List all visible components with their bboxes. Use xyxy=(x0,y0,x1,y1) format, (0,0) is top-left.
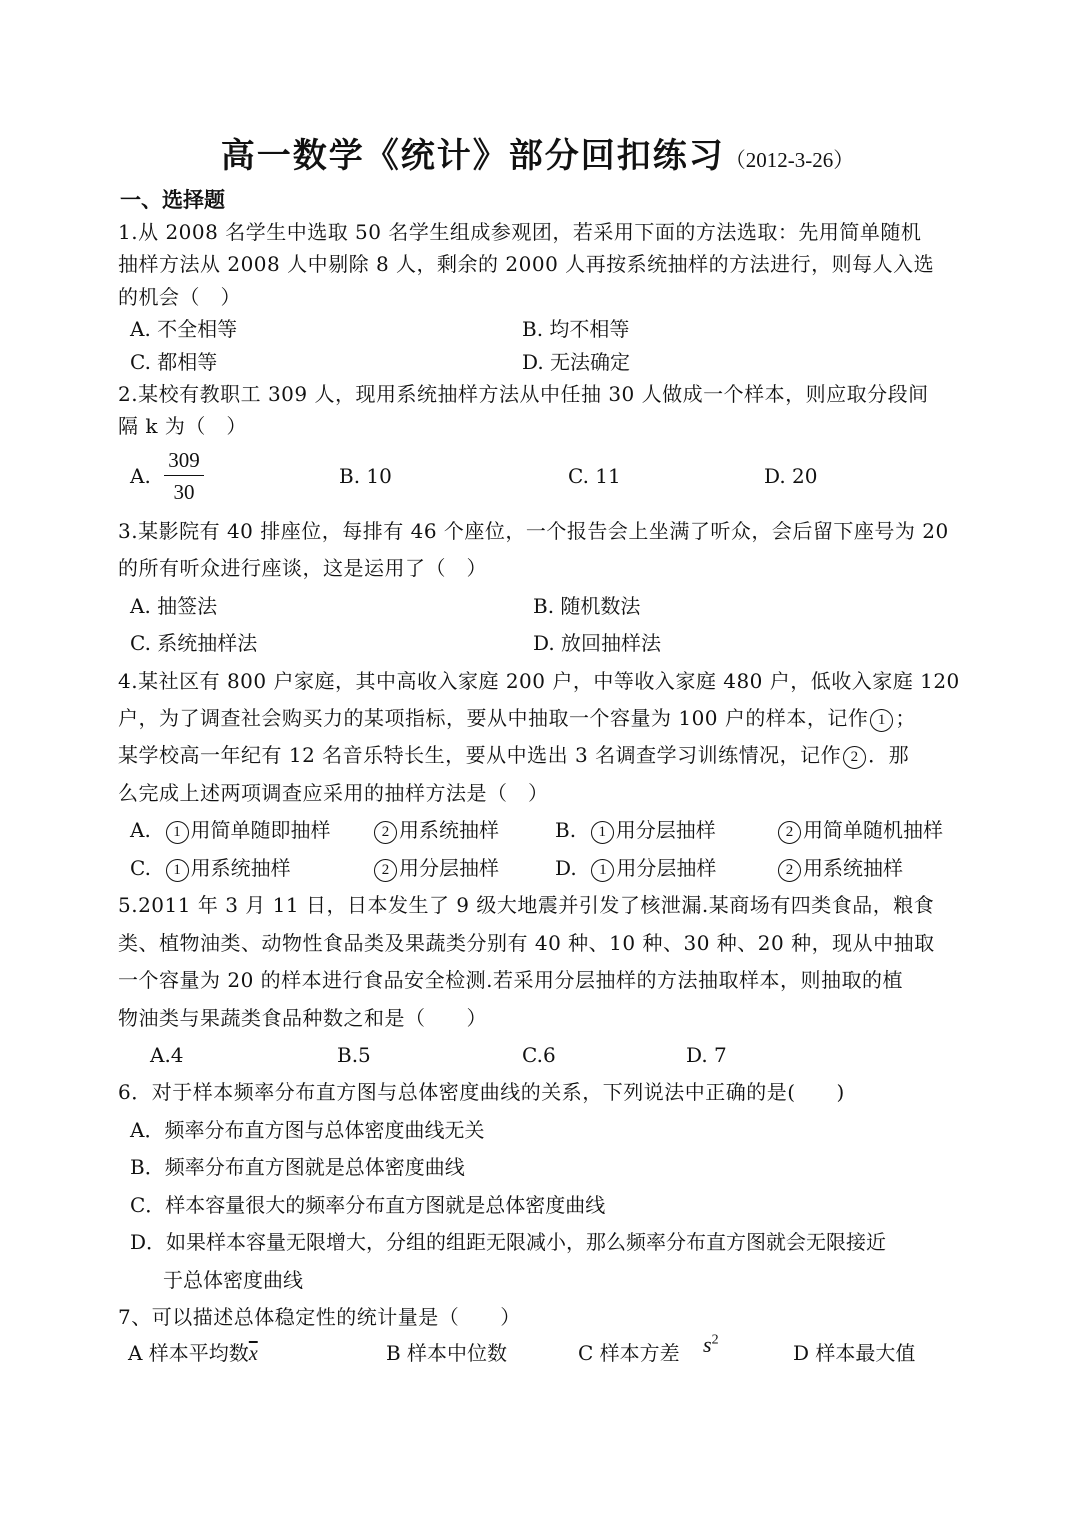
q4-line-3-text: 某学校高一年纪有 12 名音乐特长生，要从中选出 3 名调查学习训练情况，记作 xyxy=(118,743,842,767)
q4-option-d xyxy=(555,855,716,882)
q1-option-b: B. 均不相等 xyxy=(522,317,630,341)
q4-text-line-3 xyxy=(118,742,909,769)
circled-one-icon: 1 xyxy=(870,709,893,732)
q3-option-c: C. 系统抽样法 xyxy=(130,631,258,655)
option-part-2: 用分层抽样 xyxy=(399,856,499,880)
q5-option-a: A.4 xyxy=(150,1043,184,1067)
title-main: 高一数学《统计》部分回扣练习 xyxy=(220,136,725,176)
q6-option-a: A．频率分布直方图与总体密度曲线无关 xyxy=(130,1118,485,1142)
variance-base: s xyxy=(703,1332,712,1357)
q5-option-d: D. 7 xyxy=(686,1043,727,1067)
circled-one-icon: 1 xyxy=(166,821,189,844)
q6-option-b: B．频率分布直方图就是总体密度曲线 xyxy=(130,1155,465,1179)
q2-option-c: C. 11 xyxy=(568,464,621,488)
circled-two-icon: 2 xyxy=(374,859,397,882)
circled-one-icon: 1 xyxy=(591,859,614,882)
variance-symbol xyxy=(703,1332,719,1358)
fraction-numerator: 309 xyxy=(164,448,204,476)
q3-option-b: B. 随机数法 xyxy=(533,594,641,618)
q4-option-a-part-2 xyxy=(372,817,499,844)
q1-option-c: C. 都相等 xyxy=(130,350,218,374)
circled-two-icon: 2 xyxy=(778,821,801,844)
q2-option-a-label: A. xyxy=(130,464,151,488)
circled-two-icon: 2 xyxy=(778,859,801,882)
q4-option-d-part-2 xyxy=(776,855,903,882)
q5-option-b: B.5 xyxy=(337,1043,371,1067)
option-part-1: 用分层抽样 xyxy=(616,856,717,880)
q2-option-d: D. 20 xyxy=(764,464,818,488)
q1-text-line-3: 的机会（ ） xyxy=(118,285,241,309)
q7-text-line-1: 7、可以描述总体稳定性的统计量是（ ） xyxy=(118,1305,521,1329)
q7-option-d: D 样本最大值 xyxy=(793,1341,916,1365)
q7-option-c: C 样本方差 xyxy=(578,1341,680,1365)
section-heading: 一、选择题 xyxy=(120,188,225,212)
q6-option-c: C．样本容量很大的频率分布直方图就是总体密度曲线 xyxy=(130,1193,606,1217)
q5-text-line-1: 5.2011 年 3 月 11 日，日本发生了 9 级大地震并引发了核泄漏.某商场有四类食品，粮食 xyxy=(118,893,935,917)
q6-option-d-line-1: D．如果样本容量无限增大，分组的组距无限减小，那么频率分布直方图就会无限接近 xyxy=(130,1230,887,1254)
q7-option-a xyxy=(128,1340,258,1367)
q3-text-line-1: 3.某影院有 40 排座位，每排有 46 个座位，一个报告会上坐满了听众，会后留下座号为 20 xyxy=(118,519,949,543)
q4-option-a xyxy=(130,817,331,844)
circled-two-icon: 2 xyxy=(843,746,866,769)
option-label: C. xyxy=(130,856,151,880)
q4-option-c-part-2 xyxy=(372,855,499,882)
q1-option-d: D. 无法确定 xyxy=(522,350,631,374)
option-label: A. xyxy=(130,818,151,842)
q2-text-line-2: 隔 k 为（ ） xyxy=(118,414,247,438)
q5-text-line-3: 一个容量为 20 的样本进行食品安全检测.若采用分层抽样的方法抽取样本，则抽取的植 xyxy=(118,968,904,992)
q4-option-b-part-2 xyxy=(776,817,943,844)
variance-exponent: 2 xyxy=(711,1332,719,1348)
fraction-denominator: 30 xyxy=(173,480,195,504)
q4-line-2-text: 户，为了调查社会购买力的某项指标，要从中抽取一个容量为 100 户的样本，记作 xyxy=(118,706,869,730)
q1-text-line-2: 抽样方法从 2008 人中剔除 8 人，剩余的 2000 人再按系统抽样的方法进行，则每人入选 xyxy=(118,252,935,276)
q1-option-a: A. 不全相等 xyxy=(130,317,238,341)
option-part-2: 用系统抽样 xyxy=(399,818,499,842)
q5-option-c: C.6 xyxy=(522,1043,556,1067)
title-date: （2012-3-26） xyxy=(724,148,855,172)
q2-option-a-fraction xyxy=(164,448,204,505)
q3-option-d: D. 放回抽样法 xyxy=(533,631,662,655)
q1-text-line-1: 1.从 2008 名学生中选取 50 名学生组成参观团，若采用下面的方法选取：先用简单随机 xyxy=(118,220,922,244)
q4-line-3-end: ．那 xyxy=(868,743,910,767)
q4-option-b xyxy=(555,817,716,844)
q4-line-2-end: ； xyxy=(895,706,916,730)
circled-two-icon: 2 xyxy=(374,821,397,844)
option-part-1: 用系统抽样 xyxy=(190,856,291,880)
circled-one-icon: 1 xyxy=(166,859,189,882)
q7-option-b: B 样本中位数 xyxy=(386,1341,508,1365)
q5-text-line-4: 物油类与果蔬类食品种数之和是（ ） xyxy=(118,1006,487,1030)
option-part-1: 用分层抽样 xyxy=(615,818,716,842)
option-label: B. xyxy=(555,818,577,842)
q2-text-line-1: 2.某校有教职工 309 人，现用系统抽样方法从中任抽 30 人做成一个样本，则应取分段间 xyxy=(118,382,929,406)
circled-one-icon: 1 xyxy=(591,821,614,844)
q6-text-line-1: 6．对于样本频率分布直方图与总体密度曲线的关系，下列说法中正确的是( ) xyxy=(118,1080,845,1104)
option-label: D. xyxy=(555,856,577,880)
q4-text-line-1: 4.某社区有 800 户家庭，其中高收入家庭 200 户，中等收入家庭 480 户，低收入家庭 120 xyxy=(118,669,960,693)
q2-option-b: B. 10 xyxy=(339,464,392,488)
q6-option-d-line-2: 于总体密度曲线 xyxy=(163,1268,303,1292)
x-bar-symbol: $\overline{x}$ xyxy=(248,1343,258,1365)
option-text: A 样本平均数 xyxy=(128,1341,249,1365)
q4-option-c xyxy=(130,855,291,882)
q3-option-a: A. 抽签法 xyxy=(130,594,218,618)
option-part-2: 用系统抽样 xyxy=(803,856,903,880)
q3-text-line-2: 的所有听众进行座谈，这是运用了（ ） xyxy=(118,556,487,580)
q4-text-line-2 xyxy=(118,705,916,732)
q5-text-line-2: 类、植物油类、动物性食品类及果蔬类分别有 40 种、10 种、30 种、20 种，现从中抽取 xyxy=(118,931,935,955)
option-part-1: 用简单随即抽样 xyxy=(190,818,331,842)
q4-text-line-4: 么完成上述两项调查应采用的抽样方法是（ ） xyxy=(118,781,549,805)
page-title xyxy=(0,128,1075,177)
option-part-2: 用简单随机抽样 xyxy=(803,818,943,842)
